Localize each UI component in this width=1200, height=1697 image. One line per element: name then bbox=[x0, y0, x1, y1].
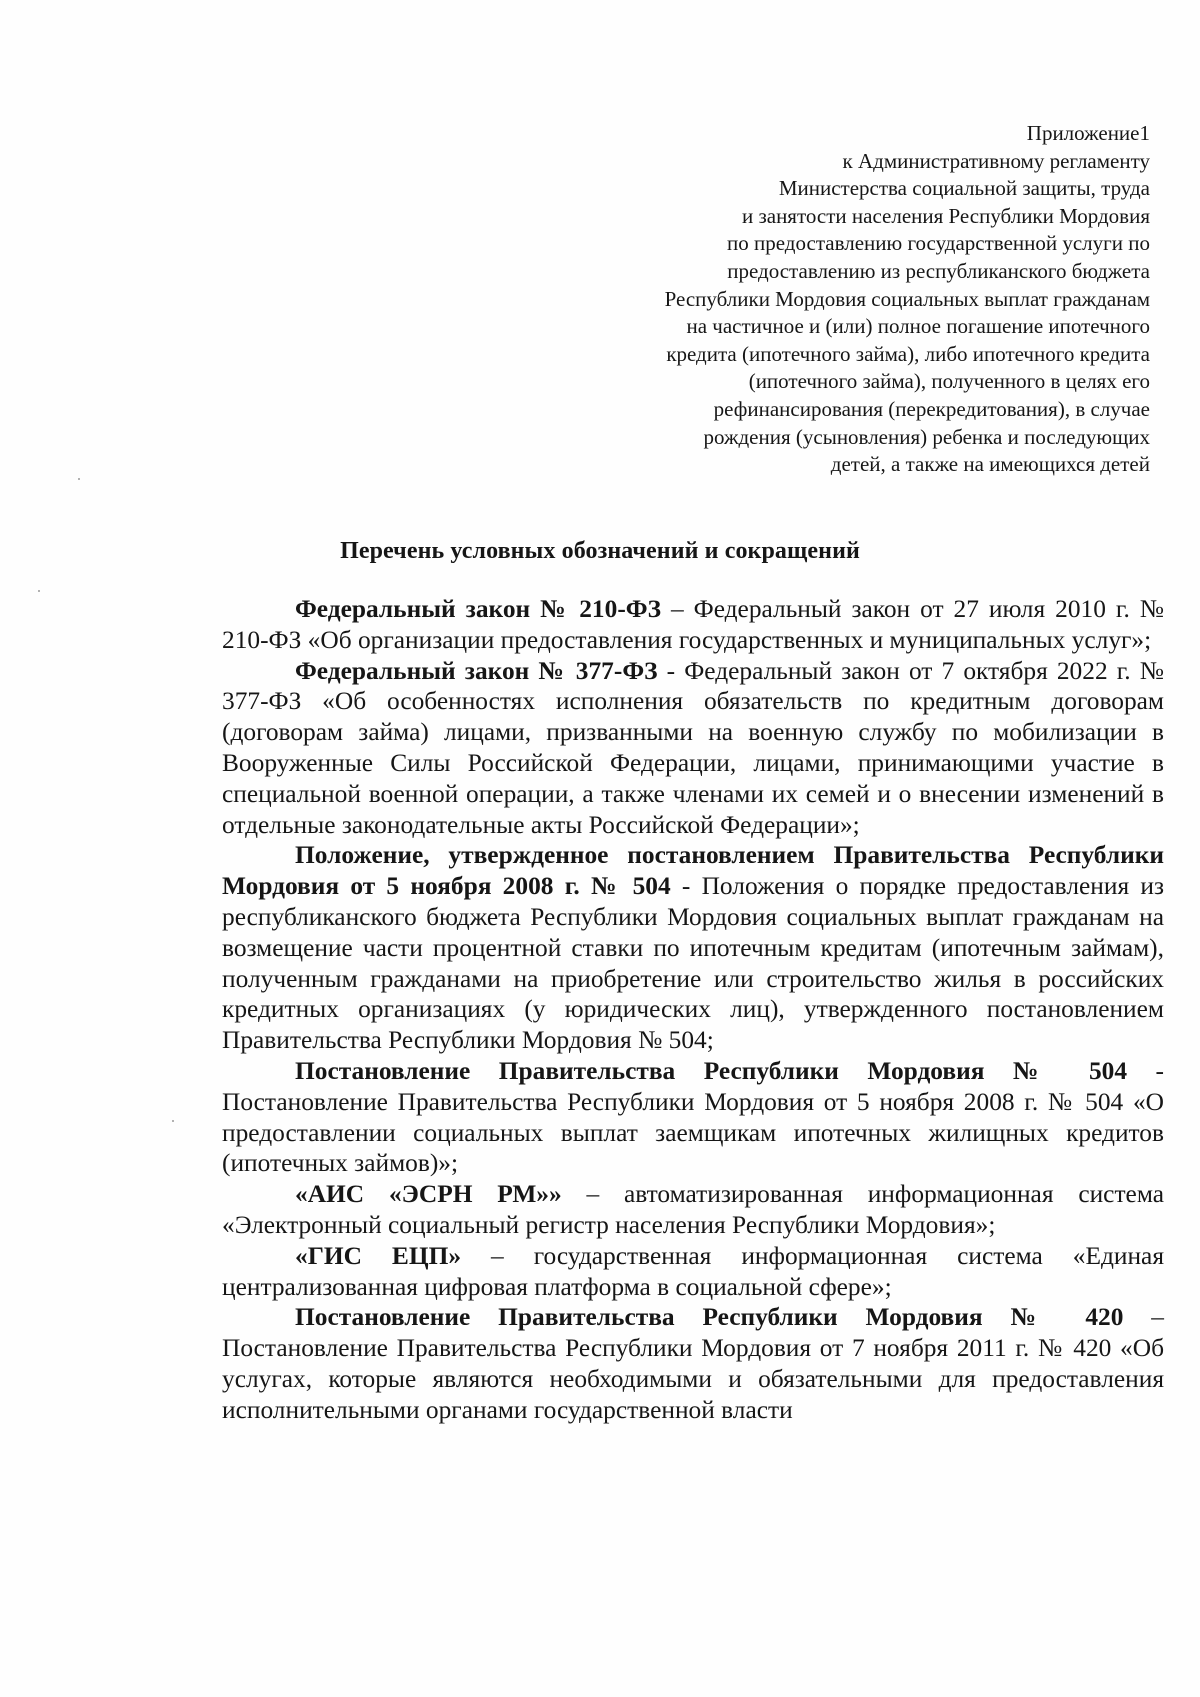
scan-speck bbox=[78, 478, 80, 480]
abbreviation-term: Положение, утвержденное постановлением Правительства Республики Мордовия от 5 ноября 2008 г. № 504 bbox=[222, 841, 1164, 901]
abbreviation-term: Федеральный закон № 377-ФЗ bbox=[295, 656, 658, 685]
abbreviation-entry bbox=[222, 1056, 1164, 1179]
abbreviation-definition: - Положения о порядке предоставления из республиканского бюджета Республики Мордовия социальных выплат гражданам на возмещение части процентной ставки по ипотечным кредитам (ипотечным займам), полученным гражданами на приобретение или строительство жилья в российских кредитных организациях (у юридических лиц), утвержденного постановлением Правительства Республики Мордовия № 504; bbox=[222, 872, 1164, 1055]
abbreviation-term: Постановление Правительства Республики Мордовия № 504 bbox=[295, 1056, 1128, 1085]
abbreviation-definition: – Постановление Правительства Республики Мордовия от 7 ноября 2011 г. № 420 «Об услугах, которые являются необходимыми и обязательными для предоставления исполнительными органами государственной власти bbox=[222, 1303, 1165, 1424]
document-title: Перечень условных обозначений и сокращений bbox=[340, 538, 860, 564]
abbreviations-list bbox=[222, 594, 1164, 1426]
approval-line: рефинансирования (перекредитования), в случае bbox=[713, 396, 1150, 421]
approval-line: кредита (ипотечного займа), либо ипотечного кредита bbox=[666, 341, 1150, 366]
abbreviation-entry bbox=[222, 1179, 1164, 1241]
abbreviation-term: Федеральный закон № 210-ФЗ bbox=[295, 595, 661, 623]
abbreviation-entry bbox=[222, 1302, 1164, 1425]
abbreviation-entry bbox=[222, 1241, 1164, 1303]
approval-line: (ипотечного займа), полученного в целях его bbox=[748, 369, 1150, 394]
scan-speck bbox=[38, 590, 40, 592]
abbreviation-entry bbox=[222, 840, 1164, 1056]
scan-speck bbox=[172, 1120, 174, 1122]
abbreviation-definition: – автоматизированная информационная система «Электронный социальный регистр населения Республики Мордовия»; bbox=[222, 1180, 1164, 1239]
abbreviation-term: «ГИС ЕЦП» bbox=[295, 1241, 462, 1270]
abbreviation-entry bbox=[222, 594, 1164, 656]
approval-line: и занятости населения Республики Мордовия bbox=[741, 203, 1150, 228]
abbreviation-entry bbox=[222, 656, 1164, 841]
approval-line: рождения (усыновления) ребенка и последующих bbox=[703, 424, 1150, 449]
approval-line: Республики Мордовия социальных выплат гражданам bbox=[664, 286, 1150, 311]
abbreviation-term: Постановление Правительства Республики Мордовия № 420 bbox=[295, 1303, 1124, 1332]
approval-line: детей, а также на имеющихся детей bbox=[830, 452, 1150, 477]
approval-line: предоставлению из республиканского бюджета bbox=[727, 258, 1150, 283]
approval-line: к Административному регламенту bbox=[842, 148, 1150, 173]
abbreviation-definition: – государственная информационная система «Единая централизованная цифровая платформа в социальной сфере»; bbox=[222, 1241, 1164, 1301]
approval-stamp-block bbox=[530, 120, 1150, 479]
abbreviation-definition: - Постановление Правительства Республики Мордовия от 5 ноября 2008 г. № 504 «О предоставлении социальных выплат заемщикам ипотечных жилищных кредитов (ипотечных займов)»; bbox=[222, 1056, 1164, 1178]
approval-line: Приложение1 bbox=[1026, 121, 1150, 145]
abbreviation-definition: – Федеральный закон от 27 июля 2010 г. № 210-ФЗ «Об организации предоставления государственных и муниципальных услуг»; bbox=[222, 595, 1164, 654]
approval-line: на частичное и (или) полное погашение ипотечного bbox=[686, 314, 1150, 339]
abbreviation-definition: - Федеральный закон от 7 октября 2022 г. № 377-ФЗ «Об особенностях исполнения обязательств по кредитным договорам (договорам займа) лицами, призванными на военную службу по мобилизации в Вооруженные Силы Российской Федерации, лицами, принимающими участие в специальной военной операции, а также членами их семей и о внесении изменений в отдельные законодательные акты Российской Федерации»; bbox=[222, 656, 1164, 839]
abbreviation-term: «АИС «ЭСРН РМ»» bbox=[295, 1180, 562, 1209]
approval-line: Министерства социальной защиты, труда bbox=[778, 176, 1150, 201]
approval-line: по предоставлению государственной услуги по bbox=[727, 231, 1150, 256]
